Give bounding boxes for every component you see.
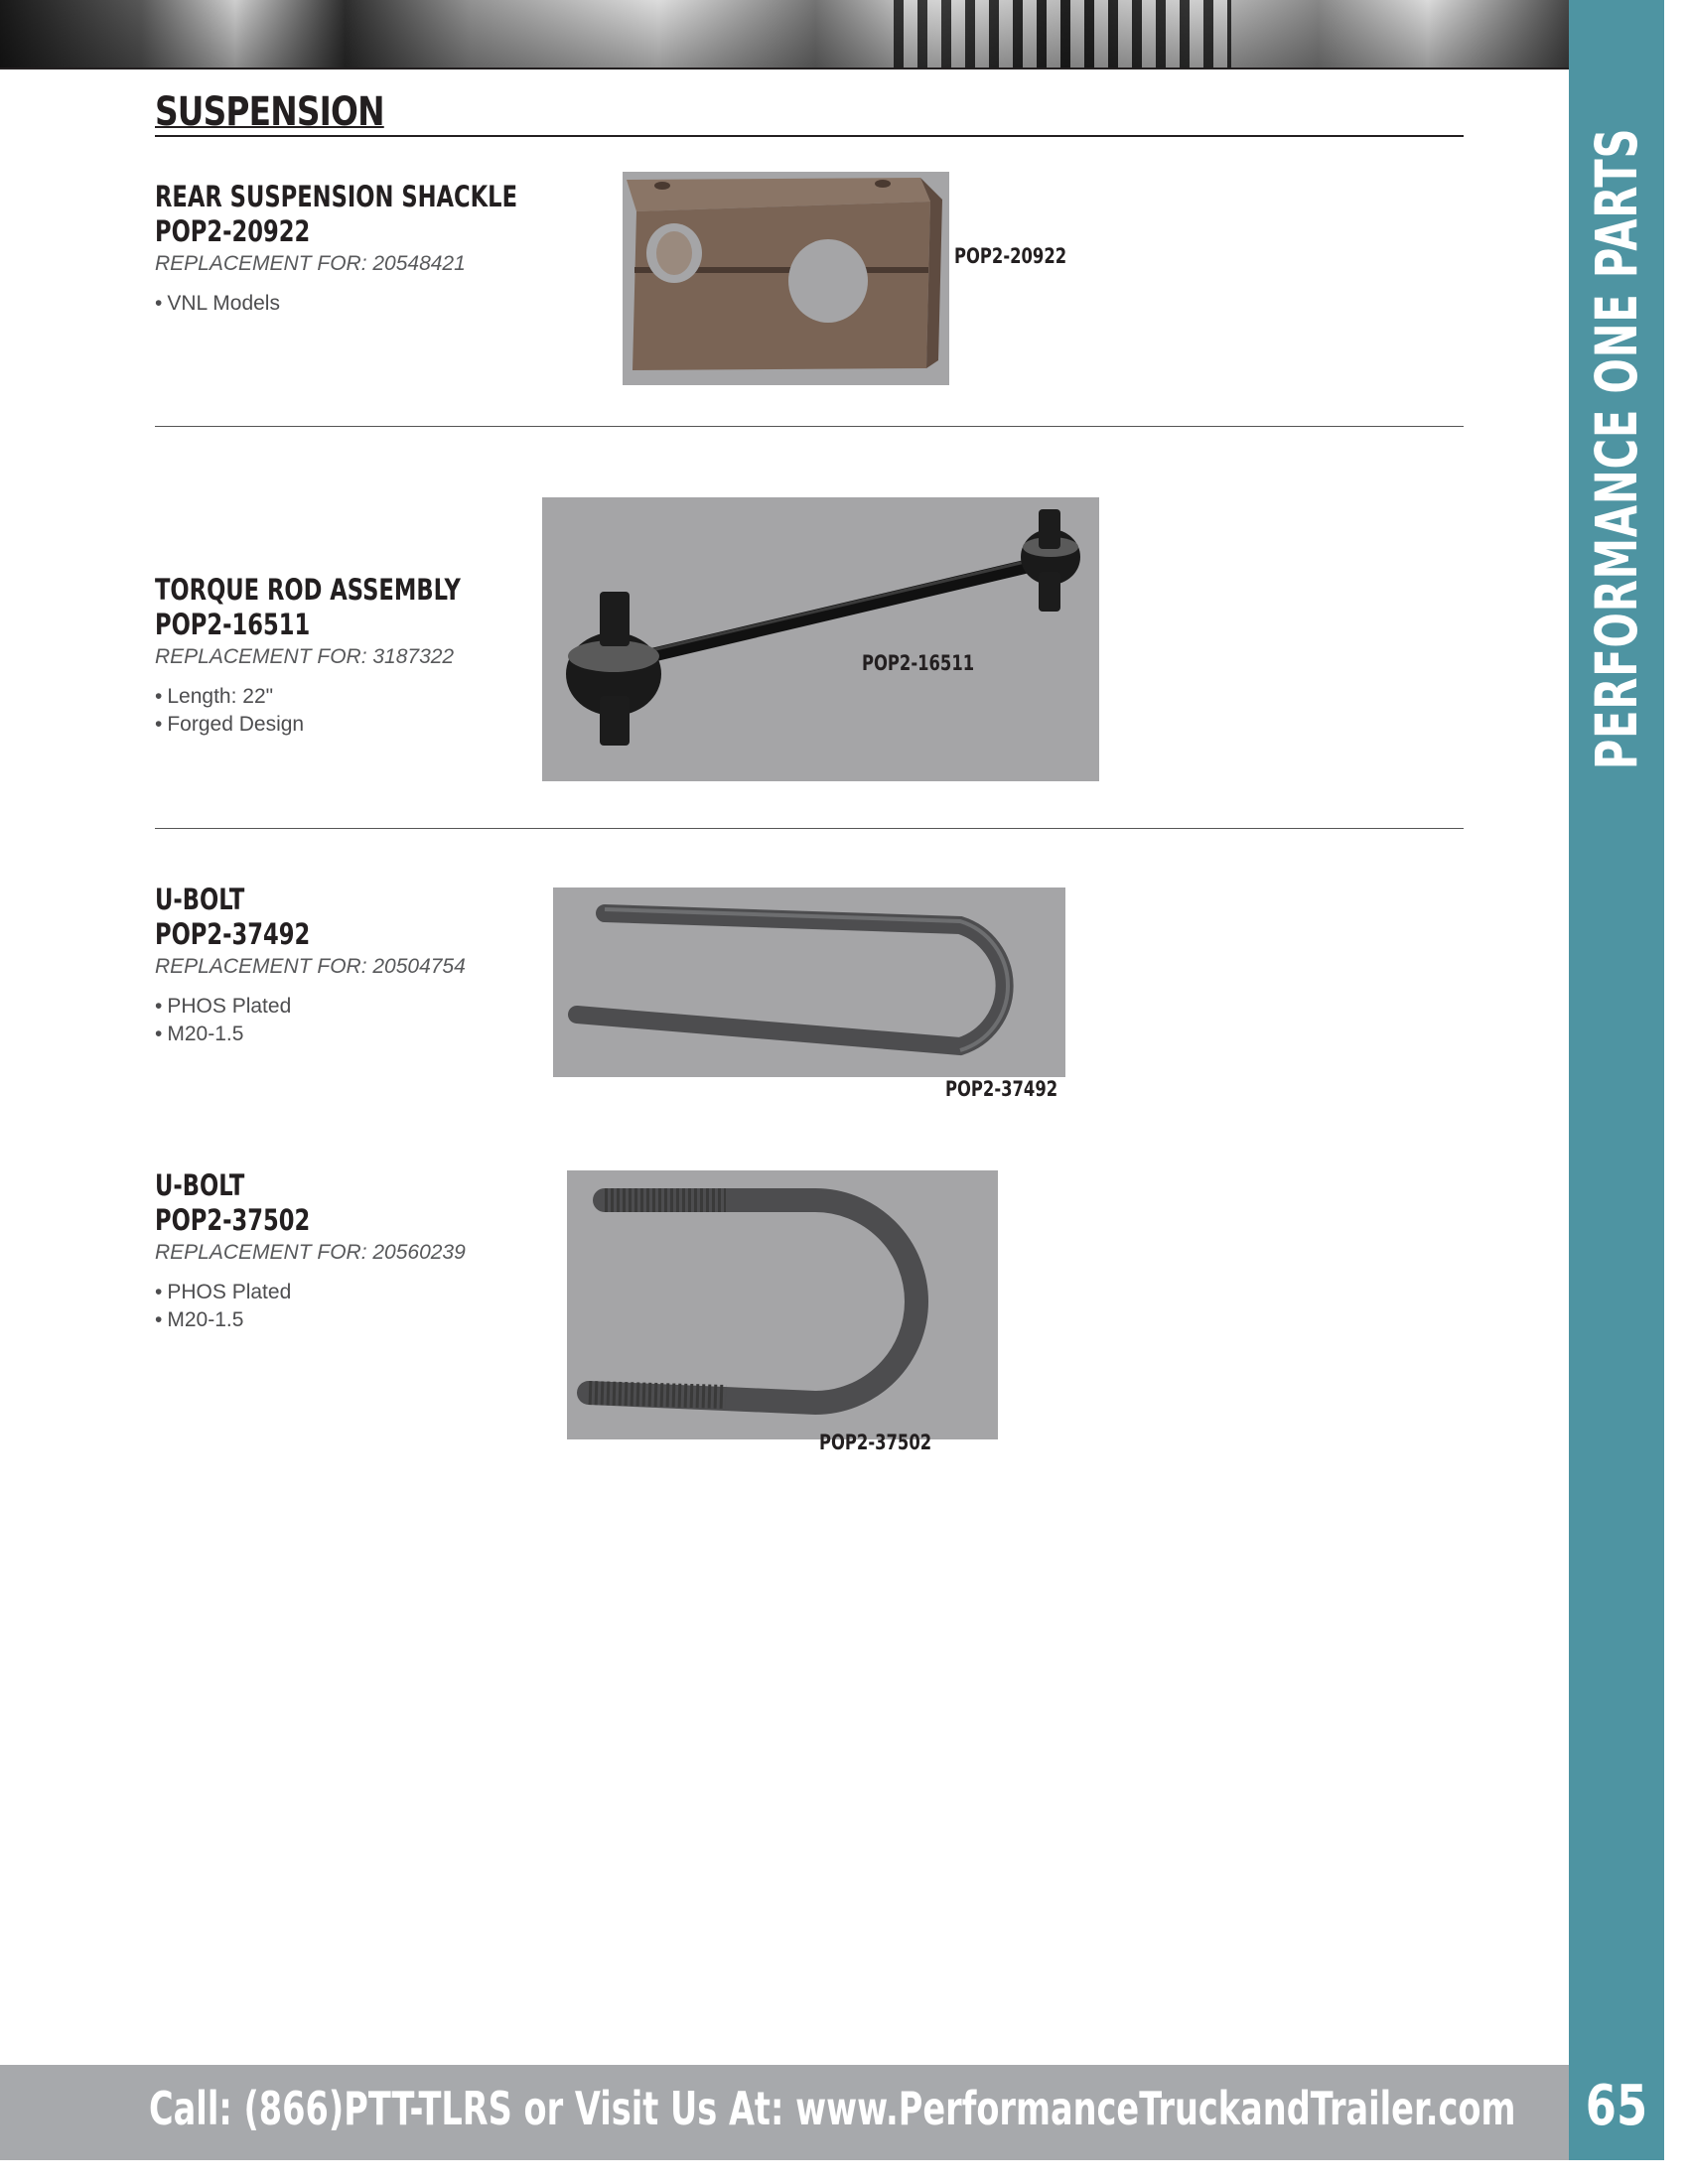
footer-contact: Call: (866)PTT-TLRS or Visit Us At: www.PerformanceTruckandTrailer.com — [149, 2082, 1516, 2135]
image-label: POP2-20922 — [954, 244, 1067, 268]
image-label: POP2-37492 — [945, 1077, 1058, 1101]
product-features — [155, 683, 572, 739]
product-features — [155, 993, 572, 1048]
section-title-rule — [155, 135, 1464, 137]
product-name: U-BOLT — [155, 1168, 245, 1202]
product-replacement: REPLACEMENT FOR: 3187322 — [155, 645, 455, 668]
product-replacement: REPLACEMENT FOR: 20504754 — [155, 955, 466, 978]
product-image-u-bolt-37492 — [553, 887, 1065, 1077]
product-rear-suspension-shackle — [155, 179, 572, 318]
product-image-shackle — [623, 172, 949, 385]
product-part-number: POP2-37502 — [155, 1203, 311, 1237]
product-features — [155, 1279, 572, 1334]
product-image-u-bolt-37502 — [567, 1170, 998, 1439]
product-part-number: POP2-16511 — [155, 608, 311, 641]
image-label: POP2-37502 — [819, 1431, 932, 1454]
section-title: SUSPENSION — [155, 89, 384, 135]
product-part-number: POP2-20922 — [155, 214, 311, 248]
product-replacement: REPLACEMENT FOR: 20560239 — [155, 1241, 466, 1264]
u-bolt-illustration — [553, 887, 1065, 1077]
u-bolt-illustration — [567, 1170, 998, 1439]
product-image-torque-rod — [542, 497, 1099, 781]
page-number: 65 — [1585, 2074, 1648, 2138]
torque-rod-illustration — [542, 497, 1099, 781]
feature-item: • M20-1.5 — [155, 1021, 572, 1048]
header-truck-photo — [0, 0, 1569, 68]
sidebar-brand-text: PERFORMANCE ONE PARTS — [1583, 127, 1650, 770]
product-replacement: REPLACEMENT FOR: 20548421 — [155, 252, 466, 275]
product-name: TORQUE ROD ASSEMBLY — [155, 573, 461, 607]
feature-item: • Length: 22" — [155, 683, 572, 711]
feature-item: • PHOS Plated — [155, 993, 572, 1021]
feature-item: • VNL Models — [155, 290, 572, 318]
shackle-illustration — [623, 172, 949, 385]
product-name: U-BOLT — [155, 883, 245, 916]
section-divider — [155, 426, 1464, 427]
image-label: POP2-16511 — [862, 651, 975, 675]
product-name: REAR SUSPENSION SHACKLE — [155, 180, 518, 213]
feature-item: • M20-1.5 — [155, 1306, 572, 1334]
product-u-bolt-37492 — [155, 882, 572, 1048]
feature-item: • PHOS Plated — [155, 1279, 572, 1306]
product-u-bolt-37502 — [155, 1167, 572, 1334]
product-features — [155, 290, 572, 318]
feature-item: • Forged Design — [155, 711, 572, 739]
product-torque-rod-assembly — [155, 572, 572, 739]
section-divider — [155, 828, 1464, 829]
product-part-number: POP2-37492 — [155, 917, 311, 951]
header-divider — [0, 68, 1569, 69]
